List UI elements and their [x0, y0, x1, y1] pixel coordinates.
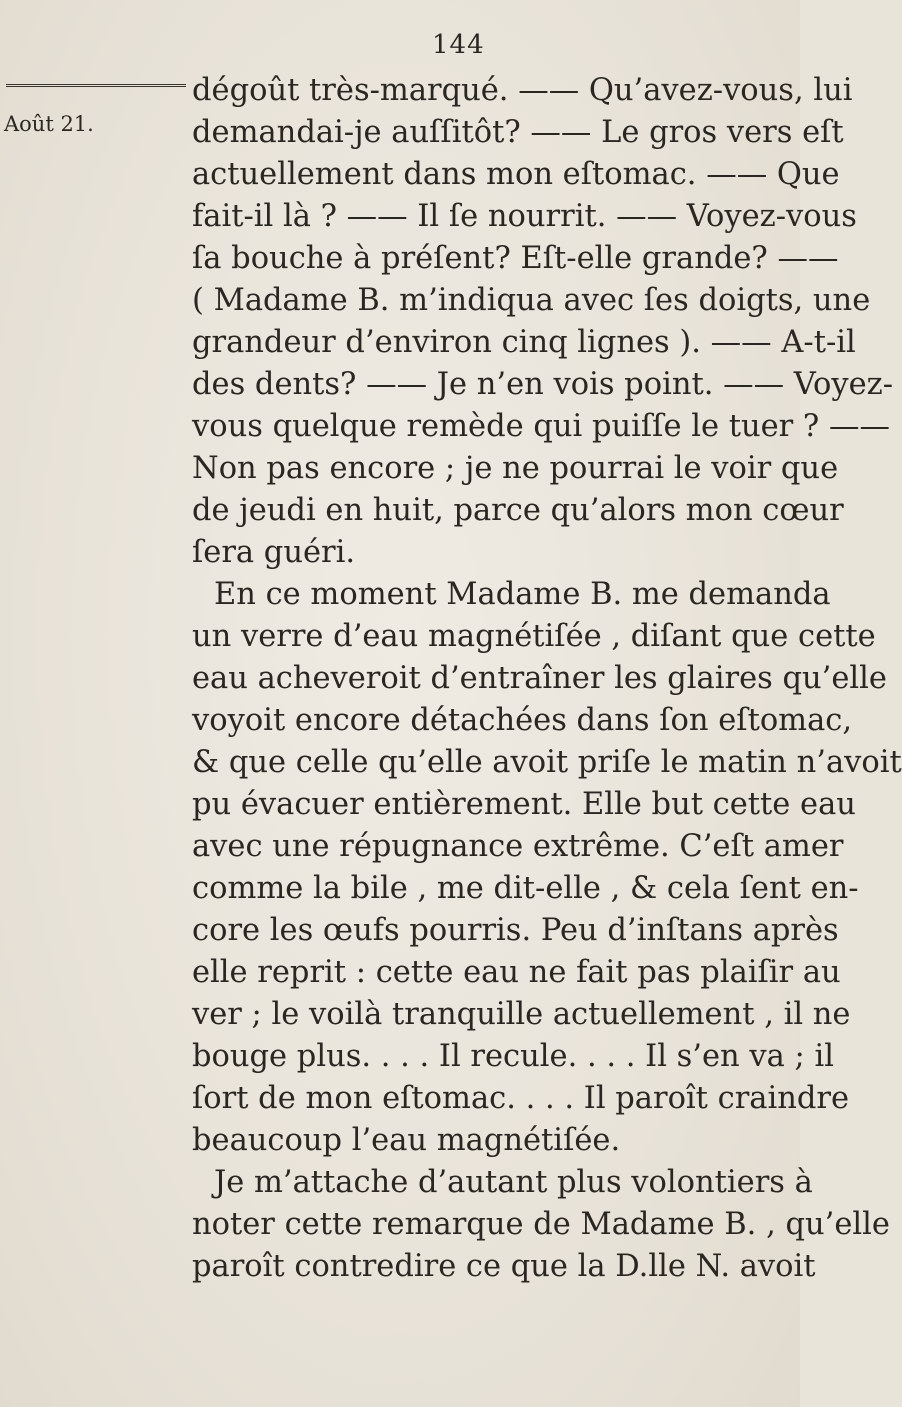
- text-line: vous quelque remède qui puiſſe le tuer ? ——: [192, 409, 890, 444]
- text-line: paroît contredire ce que la D.lle N. avoit: [192, 1249, 816, 1284]
- header-rule: [6, 84, 186, 87]
- text-line: core les œufs pourris. Peu d’inſtans après: [192, 913, 839, 948]
- text-line: grandeur d’environ cinq lignes ). —— A-t-il: [192, 325, 856, 360]
- text-line: de jeudi en huit, parce qu’alors mon cœur: [192, 493, 844, 528]
- text-line: dégoût très-marqué. —— Qu’avez-vous, lui: [192, 73, 853, 108]
- text-line: elle reprit : cette eau ne fait pas plaiſir au: [192, 955, 841, 990]
- text-line: & que celle qu’elle avoit priſe le matin n’avoit: [192, 745, 902, 780]
- text-line: noter cette remarque de Madame B. , qu’elle: [192, 1207, 890, 1242]
- text-line: Non pas encore ; je ne pourrai le voir que: [192, 451, 839, 486]
- text-line: ( Madame B. m’indiqua avec ſes doigts, une: [192, 283, 871, 318]
- text-line: pu évacuer entièrement. Elle but cette eau: [192, 787, 856, 822]
- paragraph-start-line: Je m’attache d’autant plus volontiers à: [214, 1165, 813, 1200]
- paragraph-start-line: En ce moment Madame B. me demanda: [214, 577, 831, 612]
- text-line: eau acheveroit d’entraîner les glaires qu’elle: [192, 661, 887, 696]
- margin-date-note: Août 21.: [4, 112, 94, 136]
- text-line: des dents? —— Je n’en vois point. —— Voyez-: [192, 367, 894, 402]
- text-line: ſort de mon eſtomac. . . . Il paroît craindre: [192, 1081, 850, 1116]
- text-line: demandai-je auſſitôt? —— Le gros vers eſt: [192, 115, 844, 150]
- page-number: 144: [432, 30, 485, 60]
- body-text: [192, 70, 902, 1288]
- text-line: bouge plus. . . . Il recule. . . . Il s’en va ; il: [192, 1039, 834, 1074]
- text-line: beaucoup l’eau magnétiſée.: [192, 1123, 621, 1158]
- text-line: un verre d’eau magnétiſée , diſant que cette: [192, 619, 876, 654]
- text-line: avec une répugnance extrême. C’eſt amer: [192, 829, 844, 864]
- text-line: actuellement dans mon eſtomac. —— Que: [192, 157, 840, 192]
- text-line: ver ; le voilà tranquille actuellement , il ne: [192, 997, 851, 1032]
- text-line: voyoit encore détachées dans ſon eſtomac,: [192, 703, 853, 738]
- text-line: ſera guéri.: [192, 535, 356, 570]
- text-line: fait-il là ? —— Il ſe nourrit. —— Voyez-vous: [192, 199, 857, 234]
- text-line: comme la bile , me dit-elle , & cela ſent en-: [192, 871, 859, 906]
- text-line: ſa bouche à préſent? Eſt-elle grande? ——: [192, 241, 839, 276]
